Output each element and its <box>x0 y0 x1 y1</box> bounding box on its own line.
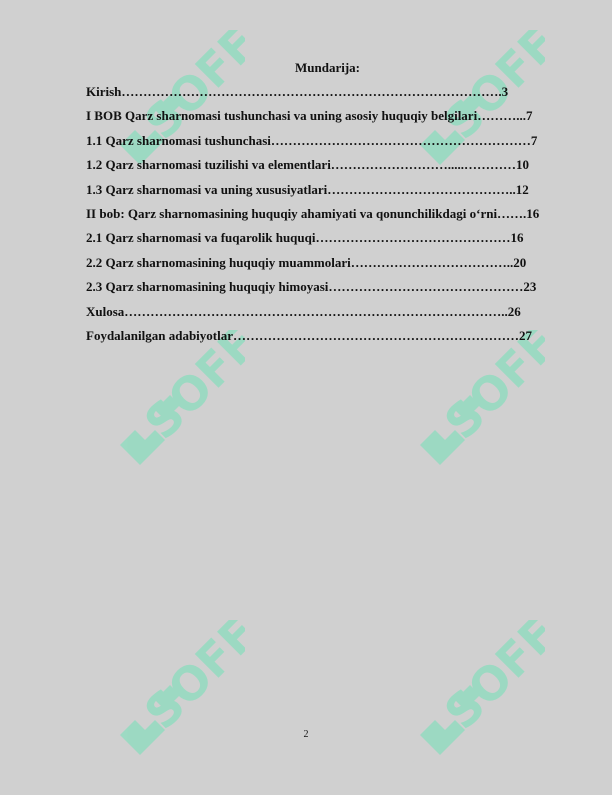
svg-text:SOFF: SOFF <box>133 30 245 150</box>
toc-entry-1-3: 1.3 Qarz sharnomasi va uning xususiyatlari……………………………………..12 <box>86 181 529 197</box>
toc-entry-chapter-1: I BOB Qarz sharnomasi tushunchasi va uning asosiy huquqiy belgilari………...7 <box>86 108 533 124</box>
toc-title: Mundarija: <box>295 60 360 75</box>
soff-watermark-mid-left <box>75 330 245 500</box>
svg-text:SOFF: SOFF <box>133 620 245 740</box>
toc-entry-adabiyotlar: Foydalanilgan adabiyotlar…………………………………………………………27 <box>86 328 532 344</box>
soff-logo-icon <box>75 620 245 790</box>
svg-text:SOFF: SOFF <box>133 330 245 450</box>
svg-text:SOFF: SOFF <box>433 620 545 740</box>
page-number: 2 <box>303 729 309 740</box>
soff-logo-icon <box>375 330 545 500</box>
soff-watermark-mid-right <box>375 330 545 500</box>
soff-watermark-bottom-right <box>375 620 545 790</box>
toc-entry-2-2: 2.2 Qarz sharnomasining huquqiy muammolari………………………………..20 <box>86 254 527 270</box>
toc-entry-xulosa: Xulosa……………………………………………………………………………..26 <box>86 303 521 319</box>
svg-text:SOFF: SOFF <box>433 30 545 150</box>
toc-entry-1-2: 1.2 Qarz sharnomasi tuzilishi va elementlari……………………….....…………10 <box>86 157 530 173</box>
toc-entry-chapter-2: II bob: Qarz sharnomasining huquqiy ahamiyati va qonunchilikdagi o‘rni…….16 <box>86 206 540 222</box>
toc-entry-2-1: 2.1 Qarz sharnomasi va fuqarolik huquqi………………………………………16 <box>86 230 524 246</box>
svg-text:SOFF: SOFF <box>433 330 545 450</box>
soff-watermark-bottom-left <box>75 620 245 790</box>
table-of-contents <box>86 56 569 348</box>
toc-entry-kirish: Kirish…………………………………………………………………………….3 <box>86 84 509 99</box>
soff-logo-icon <box>375 620 545 790</box>
toc-entry-2-3: 2.3 Qarz sharnomasining huquqiy himoyasi………………………………………23 <box>86 279 537 295</box>
soff-logo-icon <box>75 330 245 500</box>
toc-entry-1-1: 1.1 Qarz sharnomasi tushunchasi……………………………………………………7 <box>86 132 538 148</box>
